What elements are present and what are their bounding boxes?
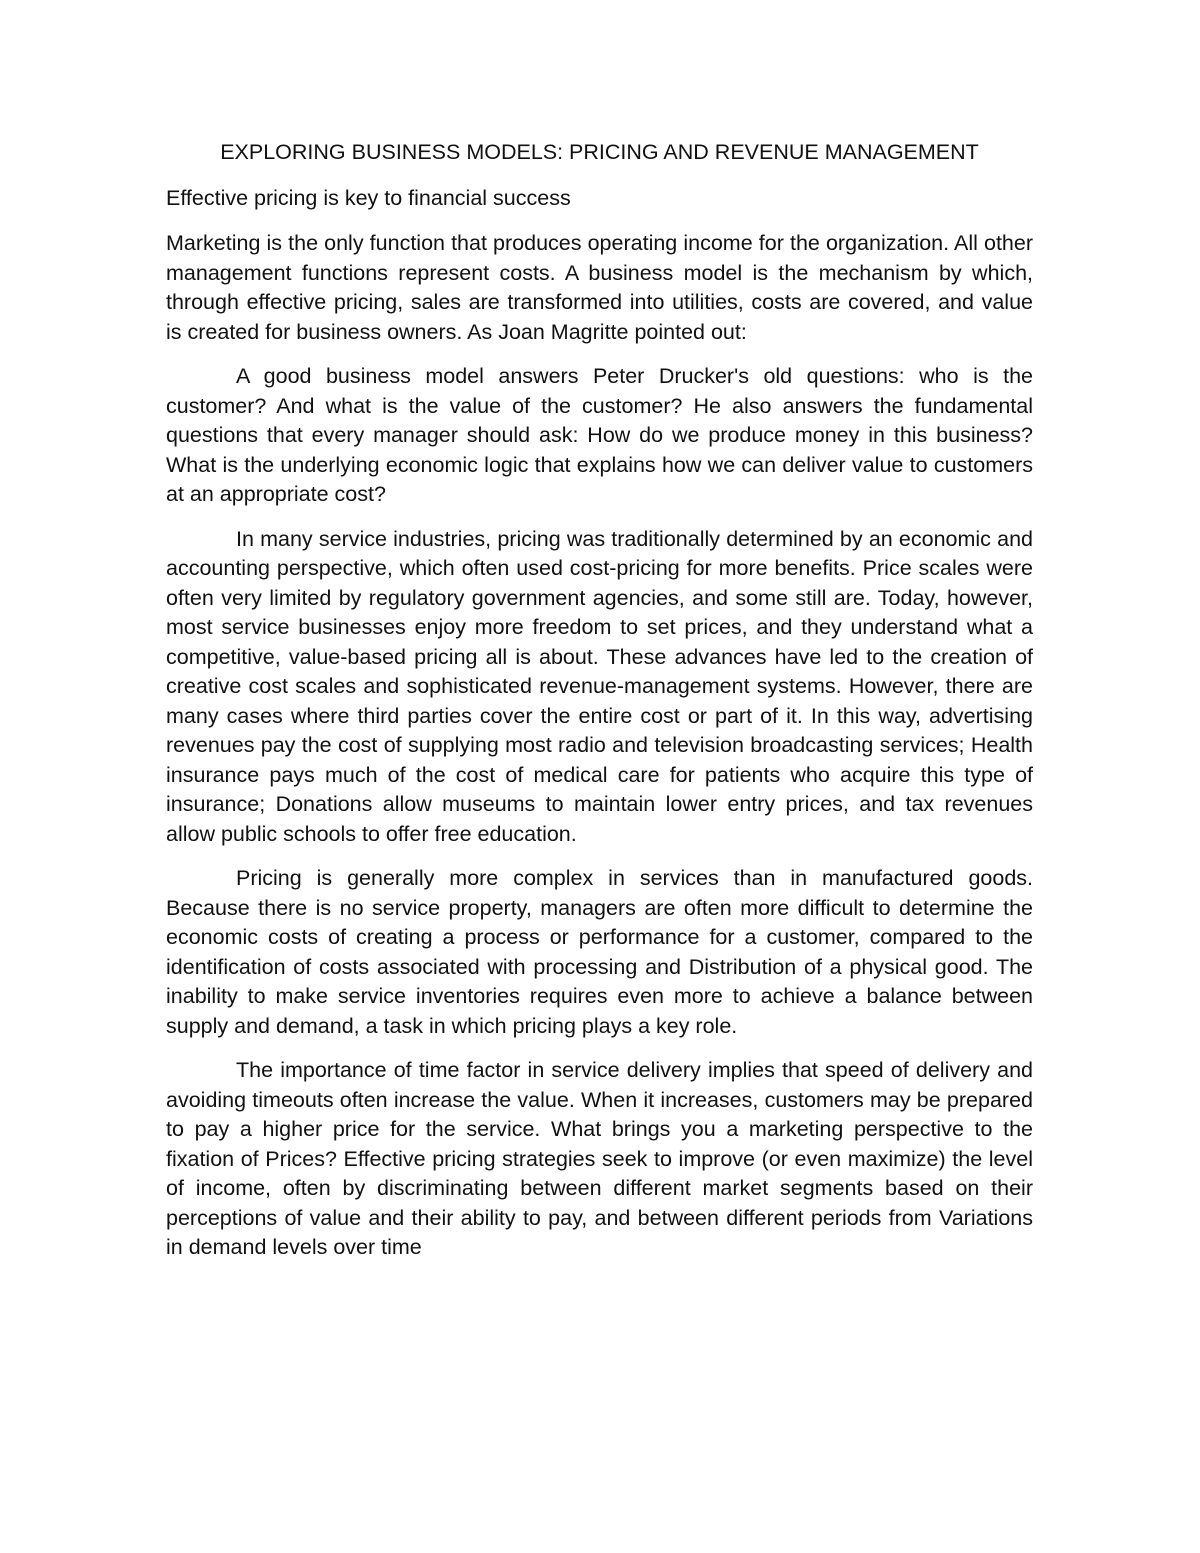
document-title: EXPLORING BUSINESS MODELS: PRICING AND REVENUE MANAGEMENT [220, 140, 979, 164]
paragraph-quote: A good business model answers Peter Drucker's old questions: who is the customer? And what is the value of the customer? He also answers the fundamental questions that every manager should ask: How do we produce money in this business? What is the underlying economic logic that explains how we can deliver value to customers at an appropriate cost? [166, 364, 1033, 506]
paragraph-intro: Marketing is the only function that produces operating income for the organization. All other management functions represent costs. A business model is the mechanism by which, through effective pricing, sales are transformed into utilities, costs are covered, and value is created for business owners. As Joan Magritte pointed out: [166, 231, 1033, 344]
document-subtitle: Effective pricing is key to financial success [166, 185, 571, 210]
paragraph-service-pricing: In many service industries, pricing was traditionally determined by an economic and accounting perspective, which often used cost-pricing for more benefits. Price scales were often very limited by regulatory government agencies, and some still are. Today, however, most service businesses enjoy more freedom to set prices, and they understand what a competitive, value-based pricing all is about. These advances have led to the creation of creative cost scales and sophisticated revenue-management systems. However, there are many cases where third parties cover the entire cost or part of it. In this way, advertising revenues pay the cost of supplying most radio and television broadcasting services; Health insurance pays much of the cost of medical care for patients who acquire this type of insurance; Donations allow museums to maintain lower entry prices, and tax revenues allow public schools to offer free education. [166, 526, 1033, 846]
paragraph-time-factor: The importance of time factor in service delivery implies that speed of delivery and avoiding timeouts often increase the value. When it increases, customers may be prepared to pay a higher price for the service. What brings you a marketing perspective to the fixation of Prices? Effective pricing strategies seek to improve (or even maximize) the level of income, often by discriminating between different market segments based on their perceptions of value and their ability to pay, and between different periods from Variations in demand levels over time [166, 1058, 1033, 1259]
paragraph-complexity: Pricing is generally more complex in services than in manufactured goods. Because there is no service property, managers are often more difficult to determine the economic costs of creating a process or performance for a customer, compared to the identification of costs associated with processing and Distribution of a physical good. The inability to make service inventories requires even more to achieve a balance between supply and demand, a task in which pricing plays a key role. [166, 866, 1033, 1038]
document-page [166, 138, 1033, 1278]
